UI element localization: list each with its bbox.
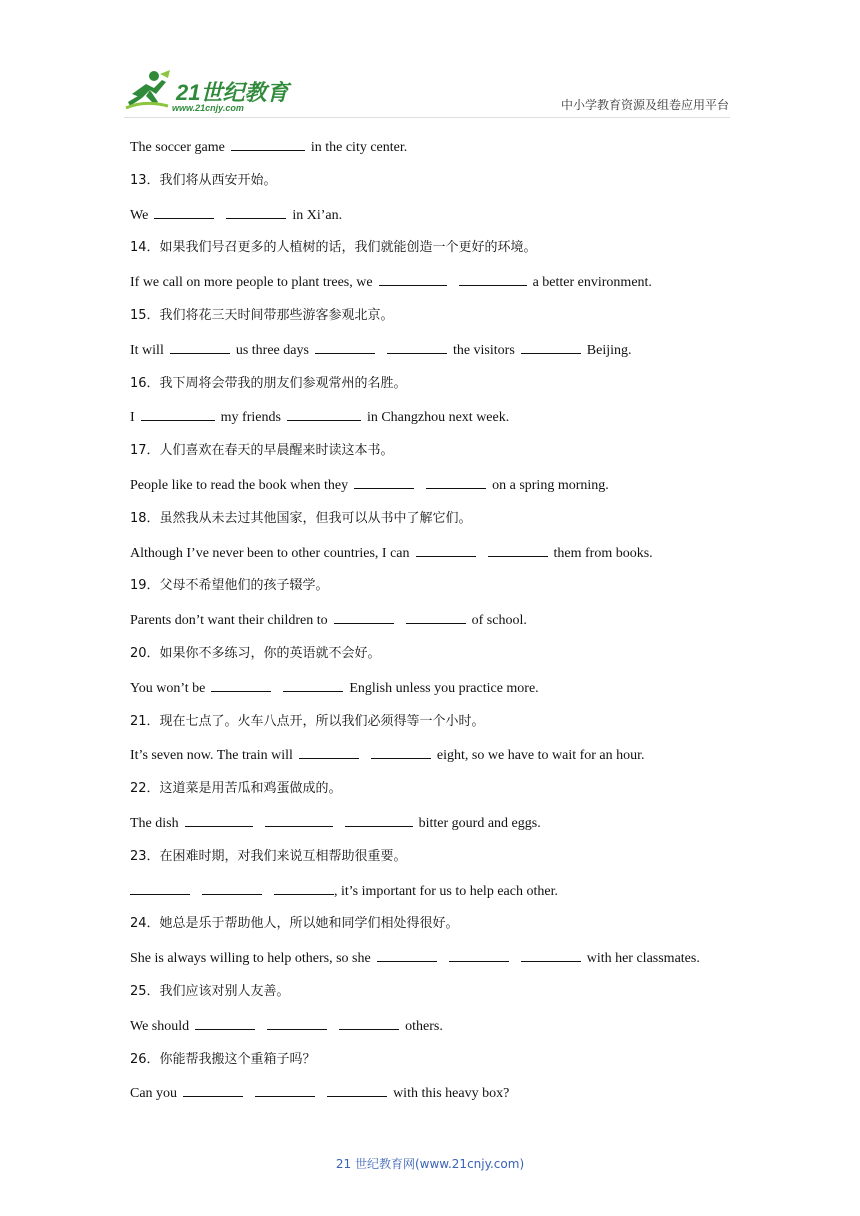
english-line-21: It’s seven now. The train will eight, so we have to wait for an hour. [130, 744, 740, 778]
header-divider [124, 117, 730, 118]
answer-blank[interactable] [231, 136, 305, 151]
question-17: 17．人们喜欢在春天的早晨醒来时读这本书。 [130, 443, 394, 459]
answer-blank[interactable] [267, 1015, 327, 1030]
answer-blank[interactable] [327, 1082, 387, 1097]
english-line-17: People like to read the book when they on a spring morning. [130, 474, 740, 508]
question-16: 16．我下周将会带我的朋友们参观常州的名胜。 [130, 375, 407, 391]
question-26: 26．你能帮我搬这个重箱子吗？ [130, 1051, 316, 1067]
logo-url: www.21cnjy.com [172, 103, 244, 113]
answer-blank[interactable] [185, 812, 253, 827]
question-23: 23．在困难时期，对我们来说互相帮助很重要。 [130, 848, 407, 864]
answer-blank[interactable] [377, 947, 437, 962]
answer-blank[interactable] [315, 339, 375, 354]
page-footer: 21 世纪教育网(www.21cnjy.com) [335, 1157, 525, 1171]
answer-blank[interactable] [416, 542, 476, 557]
answer-blank[interactable] [379, 271, 447, 286]
answer-blank[interactable] [130, 880, 190, 895]
answer-blank[interactable] [287, 406, 361, 421]
english-line-19: Parents don’t want their children to of school. [130, 609, 740, 643]
platform-tagline: 中小学教育资源及组卷应用平台 [560, 98, 729, 112]
answer-blank[interactable] [255, 1082, 315, 1097]
english-line-15: It will us three days the visitors Beijing. [130, 339, 740, 373]
answer-blank[interactable] [387, 339, 447, 354]
answer-blank[interactable] [183, 1082, 243, 1097]
answer-blank[interactable] [154, 204, 214, 219]
answer-blank[interactable] [226, 204, 286, 219]
answer-blank[interactable] [521, 947, 581, 962]
answer-blank[interactable] [354, 474, 414, 489]
answer-blank[interactable] [406, 609, 466, 624]
answer-blank[interactable] [339, 1015, 399, 1030]
answer-blank[interactable] [202, 880, 262, 895]
question-18: 18．虽然我从未去过其他国家，但我可以从书中了解它们。 [130, 510, 472, 526]
question-25: 25．我们应该对别人友善。 [130, 983, 290, 999]
answer-blank[interactable] [449, 947, 509, 962]
question-15: 15．我们将花三天时间带那些游客参观北京。 [130, 307, 394, 323]
answer-blank[interactable] [459, 271, 527, 286]
english-line-18: Although I’ve never been to other countries, I can them from books. [130, 542, 740, 576]
answer-blank[interactable] [211, 677, 271, 692]
english-line-22: The dish bitter gourd and eggs. [130, 812, 740, 846]
english-line-23: , it’s important for us to help each other. [130, 880, 740, 914]
english-line-24: She is always willing to help others, so she with her classmates. [130, 947, 740, 981]
english-line-25: We should others. [130, 1015, 740, 1049]
answer-blank[interactable] [334, 609, 394, 624]
answer-blank[interactable] [265, 812, 333, 827]
answer-blank[interactable] [521, 339, 581, 354]
english-line-20: You won’t be English unless you practice more. [130, 677, 740, 711]
english-line-14: If we call on more people to plant trees, we a better environment. [130, 271, 740, 305]
english-line-16: I my friends in Changzhou next week. [130, 406, 740, 440]
english-line-13: We in Xi’an. [130, 204, 740, 238]
logo-text: 21世纪教育 [176, 80, 289, 105]
answer-blank[interactable] [283, 677, 343, 692]
question-24: 24．她总是乐于帮助他人，所以她和同学们相处得很好。 [130, 916, 459, 932]
answer-blank[interactable] [274, 880, 334, 895]
question-14: 14．如果我们号召更多的人植树的话，我们就能创造一个更好的环境。 [130, 240, 537, 256]
answer-blank[interactable] [299, 744, 359, 759]
answer-blank[interactable] [195, 1015, 255, 1030]
question-22: 22．这道菜是用苦瓜和鸡蛋做成的。 [130, 781, 342, 797]
site-logo [124, 68, 294, 118]
answer-blank[interactable] [426, 474, 486, 489]
question-19: 19．父母不希望他们的孩子辍学。 [130, 578, 329, 594]
runner-logo-icon [124, 68, 174, 112]
english-line-26: Can you with this heavy box? [130, 1082, 740, 1116]
worksheet-body [130, 136, 740, 1116]
answer-blank[interactable] [170, 339, 230, 354]
question-20: 20．如果你不多练习，你的英语就不会好。 [130, 645, 381, 661]
answer-blank[interactable] [345, 812, 413, 827]
answer-blank[interactable] [141, 406, 215, 421]
english-line-12: The soccer game in the city center. [130, 136, 740, 170]
question-21: 21．现在七点了。火车八点开，所以我们必须得等一个小时。 [130, 713, 485, 729]
page-header [0, 0, 860, 125]
question-13: 13．我们将从西安开始。 [130, 172, 277, 188]
answer-blank[interactable] [371, 744, 431, 759]
answer-blank[interactable] [488, 542, 548, 557]
